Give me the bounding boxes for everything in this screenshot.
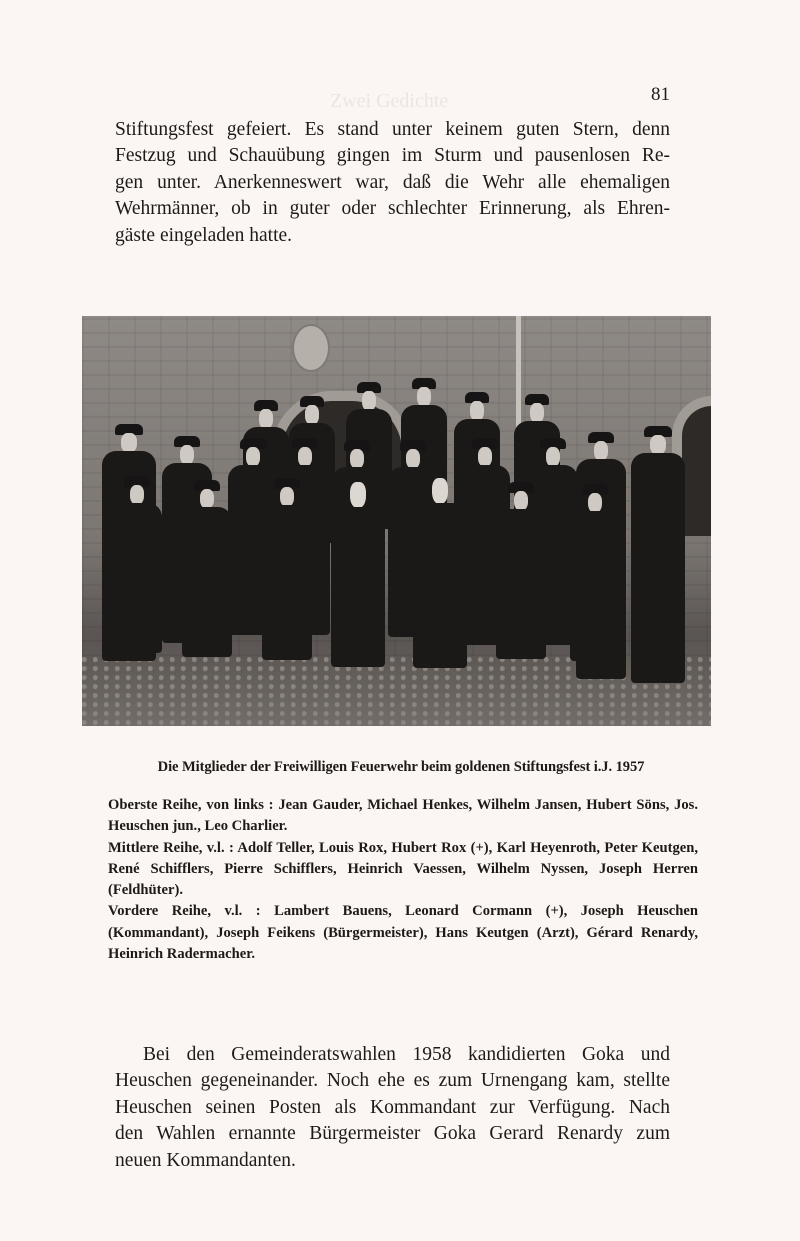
text-line: Heuschen seinen Posten als Kommandant zur Verfügung. Nach xyxy=(115,1096,670,1118)
text-line: gen unter. Anerkenneswert war, daß die Wehr alle ehemaligen xyxy=(115,171,670,193)
paragraph-top xyxy=(115,117,670,249)
credits-row-names: Lambert Bauens, Leonard Cormann (+), Joseph Heuschen (Kommandant), Joseph Feikens (Bürgermeister), Hans Keutgen (Arzt), Gérard Renardy, Heinrich Radermacher. xyxy=(108,903,698,963)
text-line: den Wahlen ernannte Bürgermeister Goka Gerard Renardy zum xyxy=(115,1123,670,1145)
credits-row-middle xyxy=(108,838,698,902)
text-line: gäste eingeladen hatte. xyxy=(115,224,293,246)
credits-row-label: Vordere Reihe, v.l. : xyxy=(108,903,261,920)
text-line: Stiftungsfest gefeiert. Es stand unter keinem guten Stern, denn xyxy=(115,119,670,140)
group-photo xyxy=(82,316,711,726)
text-line: Festzug und Schauübung gingen im Sturm und pausenlosen Re- xyxy=(115,145,670,167)
credits-row-names: Adolf Teller, Louis Rox, Hubert Rox (+), Karl Heyenroth, Peter Keutgen, René Schifflers, Pierre Schifflers, Heinrich Vaessen, Wilhelm Nyssen, Joseph Herren (Feldhüter). xyxy=(108,839,699,899)
text-line: neuen Kommandanten. xyxy=(115,1149,296,1171)
credits-row-front xyxy=(108,901,698,965)
credits-row-names: Jean Gauder, Michael Henkes, Wilhelm Jansen, Hubert Söns, Jos. Heuschen jun., Leo Charlier. xyxy=(108,797,698,835)
text-line: Heuschen gegeneinander. Noch ehe es zum Urnengang kam, stellte xyxy=(115,1070,670,1092)
flag-pole xyxy=(516,316,521,436)
page-number: 81 xyxy=(651,84,670,105)
paragraph-bottom xyxy=(115,1042,670,1174)
credits-row-top xyxy=(108,795,698,838)
credits-row-label: Oberste Reihe, von links : xyxy=(108,797,274,813)
credits-row-label: Mittlere Reihe, v.l. : xyxy=(108,839,234,856)
text-line: Bei den Gemeinderatswahlen 1958 kandidierten Goka und xyxy=(143,1044,670,1065)
wall-plaque xyxy=(292,324,330,372)
text-line: Wehrmänner, ob in guter oder schlechter Erinnerung, als Ehren- xyxy=(115,198,670,220)
photo-caption-title: Die Mitglieder der Freiwilligen Feuerwehr beim goldenen Stiftungsfest i.J. 1957 xyxy=(157,759,645,775)
photo-credits xyxy=(108,795,698,965)
bleed-through-heading: Zwei Gedichte xyxy=(330,90,449,112)
